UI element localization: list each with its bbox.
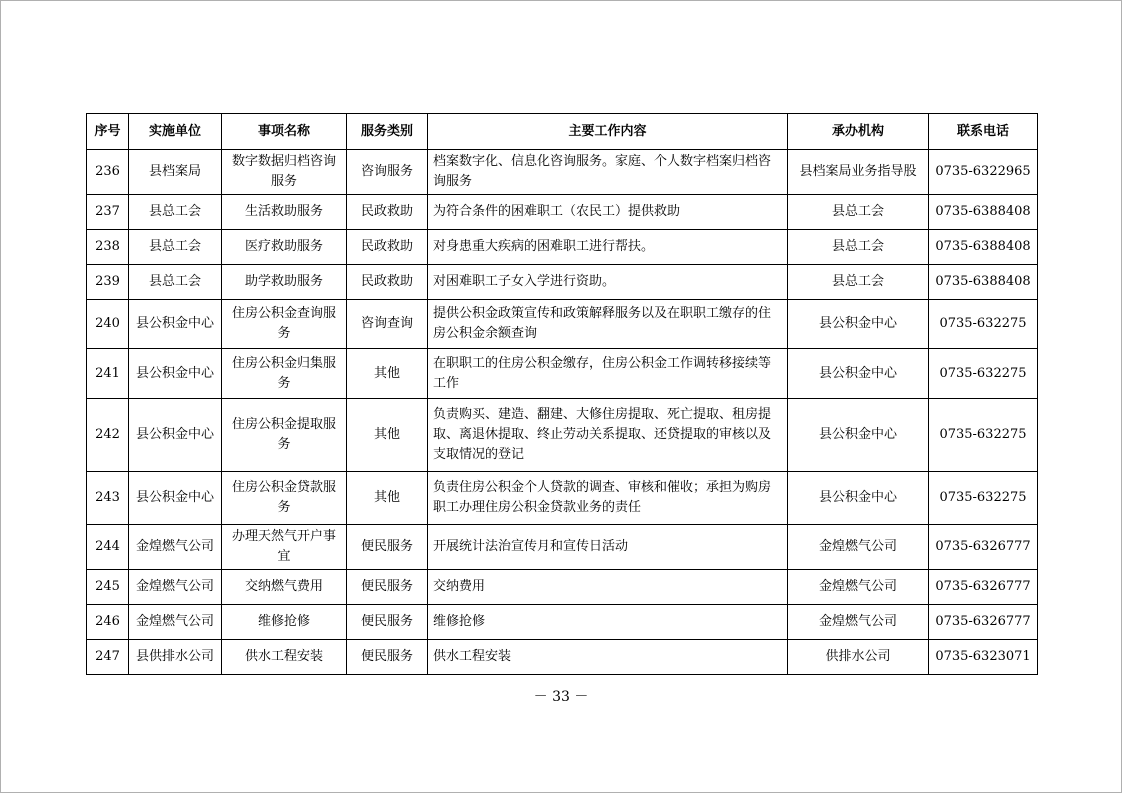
- header-cell: 联系电话: [929, 114, 1038, 150]
- cell-item: 维修抢修: [222, 605, 347, 640]
- cell-phone: 0735-6326777: [929, 570, 1038, 605]
- cell-category: 民政救助: [347, 265, 428, 300]
- cell-no: 240: [87, 300, 129, 349]
- cell-category: 便民服务: [347, 570, 428, 605]
- cell-category: 民政救助: [347, 195, 428, 230]
- cell-category: 便民服务: [347, 640, 428, 675]
- cell-phone: 0735-6388408: [929, 195, 1038, 230]
- cell-no: 243: [87, 472, 129, 525]
- cell-agency: 县总工会: [788, 195, 929, 230]
- cell-agency: 金煌燃气公司: [788, 570, 929, 605]
- cell-content: 供水工程安装: [428, 640, 788, 675]
- cell-agency: 县公积金中心: [788, 399, 929, 472]
- cell-item: 助学救助服务: [222, 265, 347, 300]
- table-row: [87, 570, 1038, 605]
- header-cell: 序号: [87, 114, 129, 150]
- table-row: [87, 472, 1038, 525]
- cell-no: 246: [87, 605, 129, 640]
- cell-agency: 县公积金中心: [788, 472, 929, 525]
- cell-no: 236: [87, 150, 129, 195]
- cell-category: 便民服务: [347, 605, 428, 640]
- cell-unit: 金煌燃气公司: [129, 525, 222, 570]
- table-row: [87, 230, 1038, 265]
- cell-content: 交纳费用: [428, 570, 788, 605]
- cell-category: 咨询服务: [347, 150, 428, 195]
- cell-unit: 县公积金中心: [129, 399, 222, 472]
- cell-unit: 县总工会: [129, 265, 222, 300]
- cell-item: 住房公积金贷款服务: [222, 472, 347, 525]
- table-row: [87, 150, 1038, 195]
- cell-no: 247: [87, 640, 129, 675]
- cell-category: 其他: [347, 472, 428, 525]
- header-cell: 主要工作内容: [428, 114, 788, 150]
- table-row: [87, 605, 1038, 640]
- cell-content: 维修抢修: [428, 605, 788, 640]
- cell-unit: 县总工会: [129, 230, 222, 265]
- cell-item: 交纳燃气费用: [222, 570, 347, 605]
- cell-phone: 0735-632275: [929, 399, 1038, 472]
- cell-item: 办理天然气开户事宜: [222, 525, 347, 570]
- cell-no: 241: [87, 349, 129, 399]
- cell-agency: 县总工会: [788, 230, 929, 265]
- cell-item: 供水工程安装: [222, 640, 347, 675]
- cell-content: 负责住房公积金个人贷款的调查、审核和催收；承担为购房职工办理住房公积金贷款业务的责任: [428, 472, 788, 525]
- cell-agency: 县公积金中心: [788, 300, 929, 349]
- cell-item: 数字数据归档咨询服务: [222, 150, 347, 195]
- header-cell: 承办机构: [788, 114, 929, 150]
- cell-content: 对困难职工子女入学进行资助。: [428, 265, 788, 300]
- cell-no: 242: [87, 399, 129, 472]
- cell-unit: 县档案局: [129, 150, 222, 195]
- page-number: － 33 －: [533, 689, 589, 705]
- cell-unit: 县公积金中心: [129, 300, 222, 349]
- cell-phone: 0735-632275: [929, 472, 1038, 525]
- cell-no: 238: [87, 230, 129, 265]
- cell-unit: 金煌燃气公司: [129, 605, 222, 640]
- cell-phone: 0735-632275: [929, 349, 1038, 399]
- cell-no: 245: [87, 570, 129, 605]
- cell-unit: 县供排水公司: [129, 640, 222, 675]
- cell-content: 在职职工的住房公积金缴存，住房公积金工作调转移接续等工作: [428, 349, 788, 399]
- cell-no: 239: [87, 265, 129, 300]
- cell-agency: 县总工会: [788, 265, 929, 300]
- header-cell: 实施单位: [129, 114, 222, 150]
- cell-content: 为符合条件的困难职工（农民工）提供救助: [428, 195, 788, 230]
- cell-category: 其他: [347, 349, 428, 399]
- cell-unit: 县公积金中心: [129, 349, 222, 399]
- table-row: [87, 640, 1038, 675]
- cell-phone: 0735-6326777: [929, 605, 1038, 640]
- table-row: [87, 195, 1038, 230]
- header-cell: 服务类别: [347, 114, 428, 150]
- cell-category: 便民服务: [347, 525, 428, 570]
- cell-content: 负责购买、建造、翻建、大修住房提取、死亡提取、租房提取、离退休提取、终止劳动关系提取、还贷提取的审核以及支取情况的登记: [428, 399, 788, 472]
- cell-no: 244: [87, 525, 129, 570]
- cell-item: 住房公积金归集服务: [222, 349, 347, 399]
- cell-no: 237: [87, 195, 129, 230]
- cell-unit: 金煌燃气公司: [129, 570, 222, 605]
- cell-agency: 供排水公司: [788, 640, 929, 675]
- cell-item: 生活救助服务: [222, 195, 347, 230]
- cell-content: 对身患重大疾病的困难职工进行帮扶。: [428, 230, 788, 265]
- cell-phone: 0735-632275: [929, 300, 1038, 349]
- cell-phone: 0735-6388408: [929, 265, 1038, 300]
- cell-unit: 县总工会: [129, 195, 222, 230]
- cell-content: 开展统计法治宣传月和宣传日活动: [428, 525, 788, 570]
- header-cell: 事项名称: [222, 114, 347, 150]
- table-row: [87, 265, 1038, 300]
- cell-category: 其他: [347, 399, 428, 472]
- table-row: [87, 300, 1038, 349]
- service-table: [86, 113, 1038, 675]
- cell-category: 民政救助: [347, 230, 428, 265]
- cell-agency: 金煌燃气公司: [788, 525, 929, 570]
- cell-category: 咨询查询: [347, 300, 428, 349]
- cell-content: 档案数字化、信息化咨询服务。家庭、个人数字档案归档咨询服务: [428, 150, 788, 195]
- table-row: [87, 525, 1038, 570]
- cell-agency: 县公积金中心: [788, 349, 929, 399]
- cell-phone: 0735-6322965: [929, 150, 1038, 195]
- cell-phone: 0735-6326777: [929, 525, 1038, 570]
- header-row: [87, 114, 1038, 150]
- cell-unit: 县公积金中心: [129, 472, 222, 525]
- table-row: [87, 349, 1038, 399]
- cell-phone: 0735-6323071: [929, 640, 1038, 675]
- cell-phone: 0735-6388408: [929, 230, 1038, 265]
- cell-item: 住房公积金查询服务: [222, 300, 347, 349]
- cell-item: 医疗救助服务: [222, 230, 347, 265]
- cell-content: 提供公积金政策宣传和政策解释服务以及在职职工缴存的住房公积金余额查询: [428, 300, 788, 349]
- cell-agency: 县档案局业务指导股: [788, 150, 929, 195]
- cell-agency: 金煌燃气公司: [788, 605, 929, 640]
- cell-item: 住房公积金提取服务: [222, 399, 347, 472]
- table-row: [87, 399, 1038, 472]
